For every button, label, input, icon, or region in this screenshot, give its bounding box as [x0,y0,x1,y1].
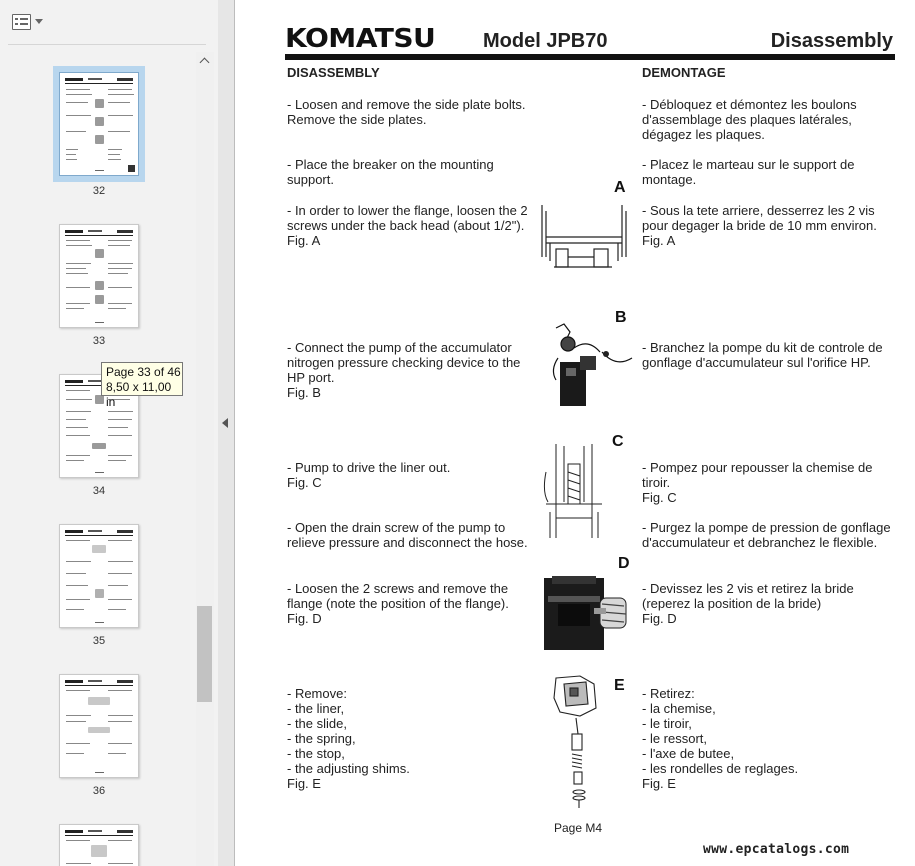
header-rule [285,54,895,60]
scroll-up-icon[interactable] [200,56,210,66]
collapse-panel-icon[interactable] [222,418,228,428]
thumbnail-scrollbar[interactable] [196,52,214,866]
thumbnail-options-button[interactable] [12,12,46,34]
figure-label-e: E [614,677,625,694]
step-text-en: - Connect the pump of the accumulator nitrogen pressure checking device to the HP port. Fig. B [287,340,521,400]
thumbnail-label: 35 [92,635,106,647]
page-tooltip [101,362,183,409]
step-text-fr: - Débloquez et démontez les boulons d'assemblage des plaques latérales, dégagez les plaques. [642,97,857,142]
step-text-en: - Open the drain screw of the pump to relieve pressure and disconnect the hose. [287,520,528,550]
page-thumbnail-37[interactable] [59,824,139,866]
thumbnail-label: 34 [92,485,106,497]
section-title: Disassembly [770,30,893,52]
french-heading: DEMONTAGE [642,65,726,80]
step-text-fr: - Pompez pour repousser la chemise de tiroir. Fig. C [642,460,873,505]
step-text-fr: - Devissez les 2 vis et retirez la bride (reperez la position de la bride) Fig. D [642,581,854,626]
page-number: Page M4 [554,821,603,835]
thumbnail-panel [0,0,218,866]
komatsu-logo: KOMATSU [285,24,436,54]
thumbnail-toolbar [0,0,218,44]
step-text-en: - Pump to drive the liner out. Fig. C [287,460,451,490]
scrollbar-thumb[interactable] [197,606,212,702]
panel-splitter[interactable] [218,0,235,866]
step-text-fr: - Branchez la pompe du kit de controle de gonflage d'accumulateur sul l'orifice HP. [642,340,883,370]
thumbnail-label: 32 [92,185,106,197]
figure-label-a: A [614,179,626,196]
thumbnail-label: 36 [92,785,106,797]
page-thumbnail-33[interactable] [59,224,139,328]
figure-b-drawing [544,318,636,410]
step-text-fr: - Sous la tete arriere, desserrez les 2 vis pour degager la bride de 10 mm environ. Fig. A [642,203,877,248]
figure-label-d: D [618,555,630,572]
list-view-icon [12,14,31,30]
figure-label-b: B [615,309,627,326]
chevron-down-icon [35,19,43,24]
tooltip-page-count: Page 33 of 46 [106,365,181,379]
step-text-fr: - Retirez: - la chemise, - le tiroir, - le ressort, - l'axe de butee, - les rondelles de reglages. Fig. E [642,686,799,791]
toolbar-divider [8,44,206,45]
thumbnail-list[interactable] [0,52,196,866]
figure-e-drawing [550,674,610,810]
document-page [236,0,915,866]
english-heading: DISASSEMBLY [287,65,380,80]
step-text-en: - In order to lower the flange, loosen the 2 screws under the back head (about 1/2"). Fig. A [287,203,528,248]
step-text-en: - Loosen the 2 screws and remove the flange (note the position of the flange). Fig. D [287,581,509,626]
step-text-en: - Place the breaker on the mounting support. [287,157,494,187]
page-thumbnail-32[interactable] [59,72,139,176]
figure-label-c: C [612,433,624,450]
page-thumbnail-35[interactable] [59,524,139,628]
tooltip-page-size: 8,50 x 11,00 in [106,380,172,409]
figure-d-drawing [542,574,634,650]
step-text-en: - Loosen and remove the side plate bolts. Remove the side plates. [287,97,526,127]
watermark-url: www.epcatalogs.com [703,842,850,857]
page-thumbnail-36[interactable] [59,674,139,778]
step-text-fr: - Placez le marteau sur le support de montage. [642,157,855,187]
figure-a-drawing [536,197,632,271]
step-text-fr: - Purgez la pompe de pression de gonflage d'accumulateur et debranchez le flexible. [642,520,891,550]
figure-c-drawing [542,442,606,540]
thumbnail-label: 33 [92,335,106,347]
model-title: Model JPB70 [483,30,608,52]
step-text-en: - Remove: - the liner, - the slide, - the spring, - the stop, - the adjusting shims. Fig. E [287,686,410,791]
